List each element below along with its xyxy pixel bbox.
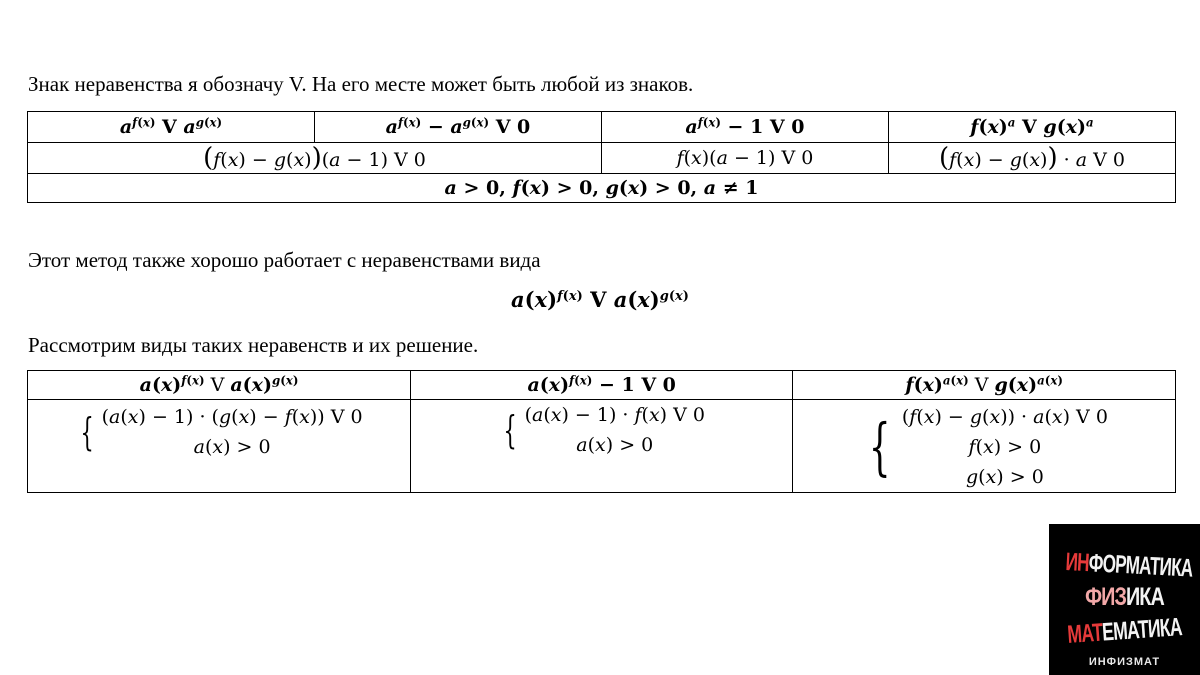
t1-cell-conditions: a > 0, f(x) > 0, g(x) > 0, a ≠ 1 [28,174,1176,203]
t1-cell-result-1: (f(x) − g(x))(a − 1) V 0 [28,143,602,174]
t2-header-2: $a(x)^{f(x)} - 1$ V 0 [411,371,793,400]
cases-table [27,370,1176,493]
intro-text: Знак неравенства я обозначу V. На его месте может быть любой из знаков. [28,72,694,96]
t1-cell-result-2: f(x)(a − 1) V 0 [601,143,888,174]
t1-cell-exp-diff: $a^{f(x)} - a^{g(x)}$ V 0 [314,112,601,143]
t2-header-3: $f(x)^{a(x)}$ V $g(x)^{a(x)}$ [793,371,1176,400]
conversion-table [27,111,1176,203]
t2-system-2: { (a(x) − 1) · f(x) V 0 a(x) > 0 [411,400,793,493]
method-text: Этот метод также хорошо работает с неравенствами вида [28,248,541,272]
t1-cell-exp-compare: $a^{f(x)}$ V $a^{g(x)}$ [28,112,315,143]
logo-line-informatika: ИНФОРМАТИКА [1064,546,1194,583]
t2-system-1: { (a(x) − 1) · (g(x) − f(x)) V 0 a(x) > 0 [28,400,411,493]
t1-cell-power-compare: $f(x)^a$ V $g(x)^a$ [888,112,1175,143]
infizmat-logo [1049,524,1200,675]
brace-icon: { [869,410,891,483]
brace-icon: { [503,408,518,452]
consider-text: Рассмотрим виды таких неравенств и их решение. [28,333,479,357]
t2-header-1: $a(x)^{f(x)}$ V $a(x)^{g(x)}$ [28,371,411,400]
logo-wordmark: ИНФИЗМАТ [1088,656,1161,668]
brace-icon: { [80,410,95,454]
logo-line-fizika: ФИЗИКА [1085,582,1164,611]
t1-cell-exp-minus-one: $a^{f(x)} - 1$ V 0 [601,112,888,143]
t2-system-3: { (f(x) − g(x)) · a(x) V 0 f(x) > 0 g(x) > 0 [793,400,1176,493]
centered-formula: $a(x)^{f(x)}$ V $a(x)^{g(x)}$ [511,287,689,312]
t1-cell-result-3: (f(x) − g(x)) · a V 0 [888,143,1175,174]
logo-line-matematika: МАТЕМАТИКА [1066,612,1183,649]
